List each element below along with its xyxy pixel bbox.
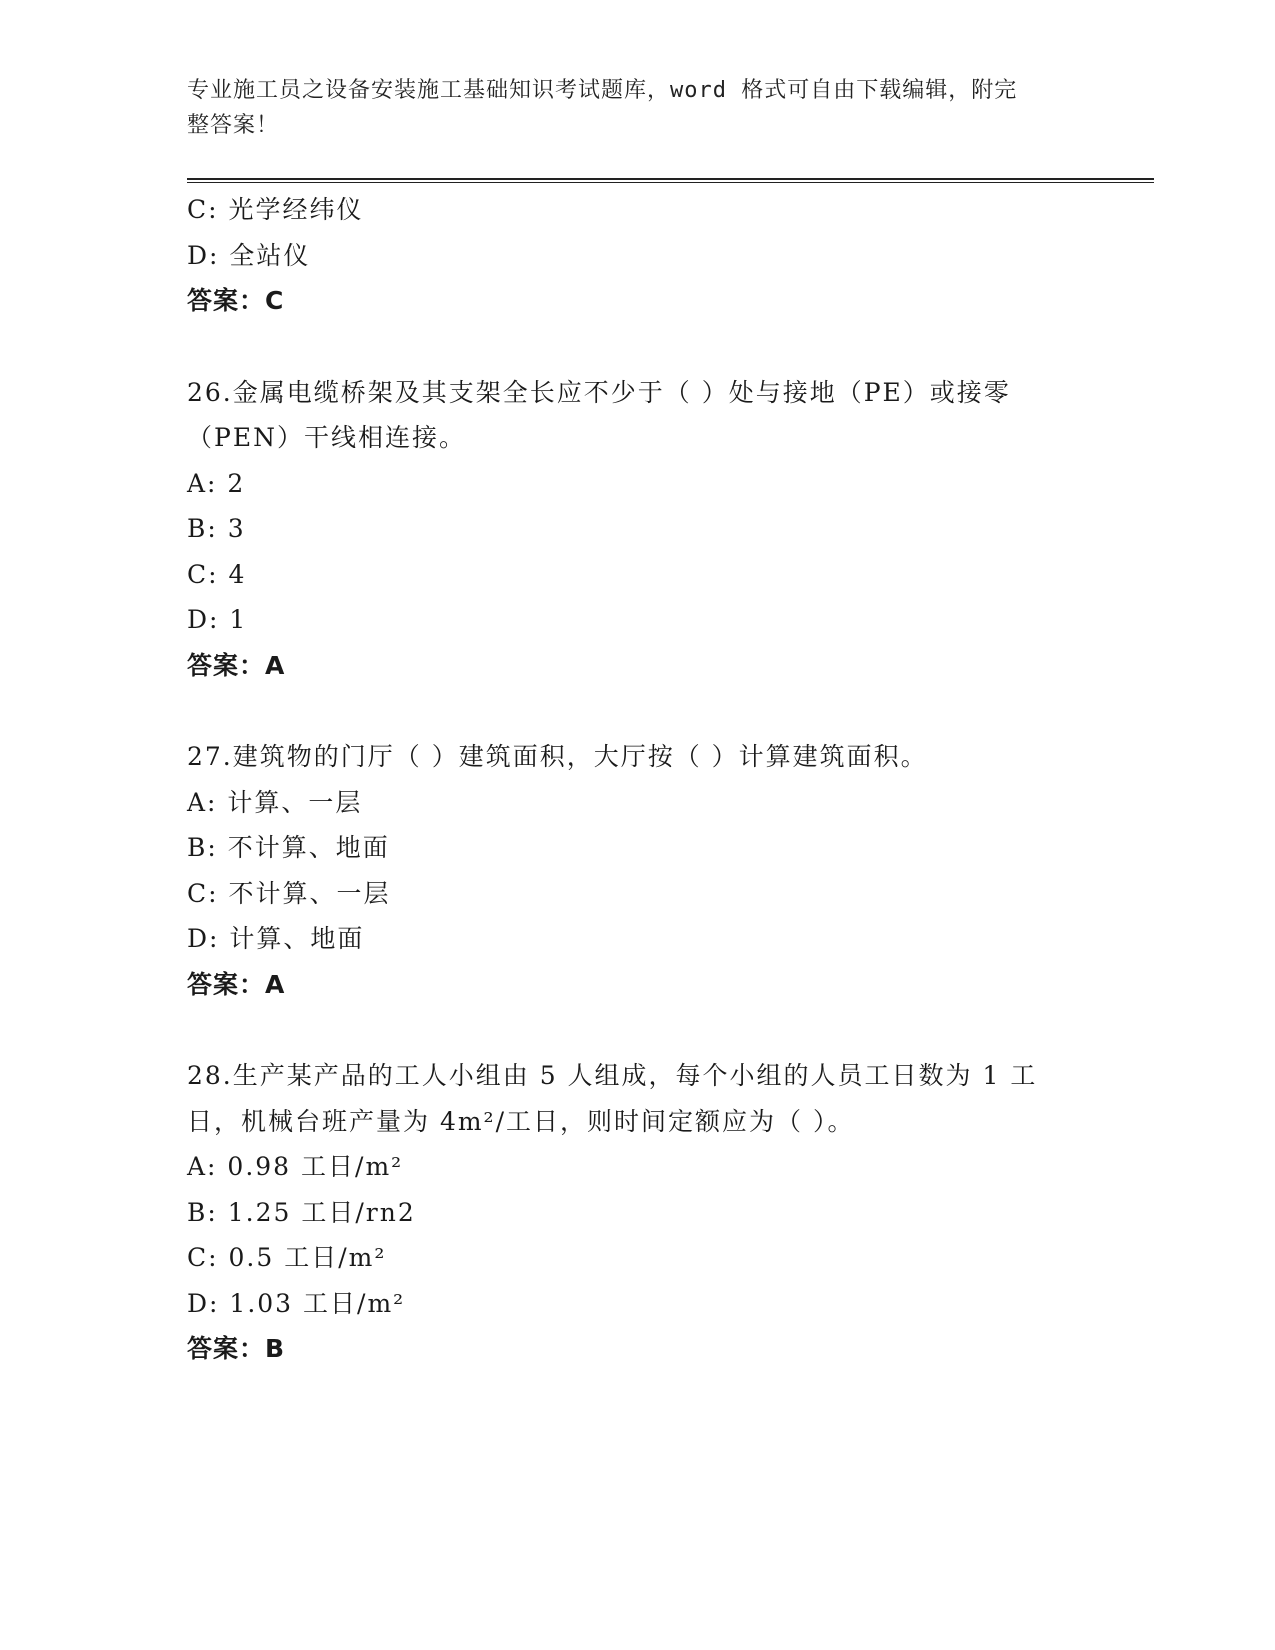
- option-c: C: 0.5 工日/m²: [187, 1243, 387, 1272]
- question-text-line: （PEN）干线相连接。: [187, 423, 466, 452]
- option-d: D: 1: [187, 605, 248, 634]
- question-25-tail: [187, 187, 1067, 324]
- document-header: [187, 73, 1067, 143]
- option-d: D: 全站仪: [187, 240, 311, 270]
- option-a: A: 2: [187, 468, 246, 498]
- option-c: C: 光学经纬仪: [187, 195, 364, 224]
- option-c: C: 不计算、一层: [187, 878, 391, 908]
- question-spacer: [187, 688, 1067, 734]
- option-b: B: 3: [187, 514, 246, 543]
- answer-line: 答案：A: [187, 969, 286, 999]
- answer-line: 答案：A: [187, 650, 286, 680]
- option-b: B: 不计算、地面: [187, 833, 390, 862]
- header-line-2: 整答案！: [187, 113, 280, 138]
- question-spacer: [187, 1007, 1067, 1053]
- option-d: D: 计算、地面: [187, 924, 365, 953]
- answer-line: 答案：C: [187, 286, 285, 315]
- option-a: A: 计算、一层: [187, 787, 363, 817]
- question-26: [187, 370, 1067, 689]
- option-c: C: 4: [187, 559, 247, 589]
- answer-line: 答案：B: [187, 1334, 286, 1363]
- header-line-1: 专业施工员之设备安装施工基础知识考试题库，word 格式可自由下载编辑，附完: [187, 78, 1018, 103]
- header-divider-thick: [187, 178, 1154, 180]
- option-b: B: 1.25 工日/rn2: [187, 1197, 416, 1227]
- question-text-line: 27.建筑物的门厅（ ）建筑面积，大厅按（ ）计算建筑面积。: [187, 742, 928, 771]
- header-divider-thin: [187, 182, 1154, 183]
- question-text-line: 26.金属电缆桥架及其支架全长应不少于（ ）处与接地（PE）或接零: [187, 377, 1011, 407]
- question-text-line: 28.生产某产品的工人小组由 5 人组成，每个小组的人员工日数为 1 工: [187, 1061, 1038, 1090]
- question-content: [187, 187, 1067, 1372]
- question-28: [187, 1053, 1067, 1372]
- option-a: A: 0.98 工日/m²: [187, 1152, 404, 1181]
- question-27: [187, 734, 1067, 1007]
- question-text-line: 日，机械台班产量为 4m²/工日，则时间定额应为（ ）。: [187, 1106, 855, 1136]
- option-d: D: 1.03 工日/m²: [187, 1288, 406, 1318]
- question-spacer: [187, 324, 1067, 370]
